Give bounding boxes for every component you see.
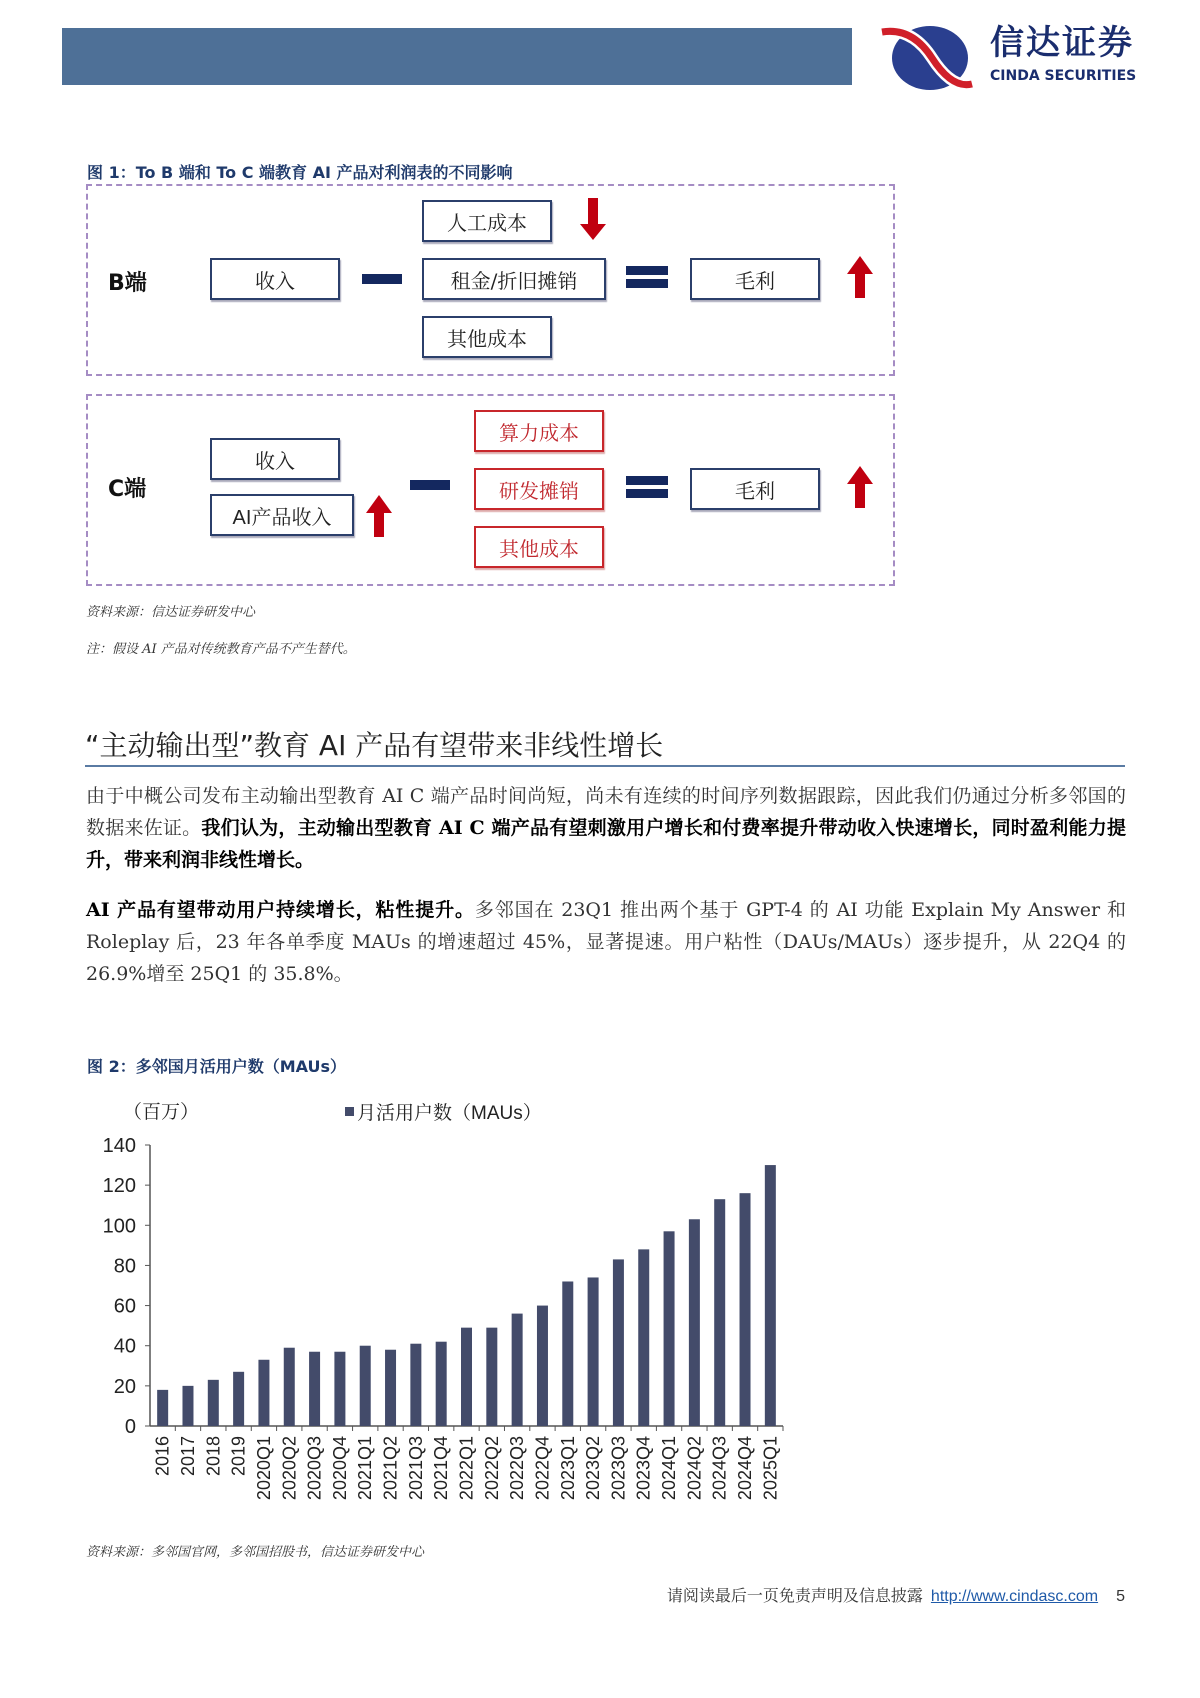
y-tick-label: 80 — [113, 1255, 136, 1278]
minus-sign — [410, 480, 450, 490]
x-tick-label: 2023Q1 — [557, 1436, 578, 1501]
x-tick-label: 2024Q3 — [709, 1436, 730, 1501]
bar — [258, 1360, 269, 1426]
bar — [562, 1281, 573, 1426]
x-tick-label: 2025Q1 — [760, 1436, 781, 1501]
para1-bold: 我们认为，主动输出型教育 AI C 端产品有望刺激用户增长和付费率提升带动收入快速增长，同时盈利能力提升，带来利润非线性增长。 — [86, 817, 1126, 871]
x-tick-label: 2024Q1 — [659, 1436, 680, 1501]
x-tick-label: 2021Q4 — [431, 1436, 452, 1501]
c-revenue-box: 收入 — [210, 438, 340, 480]
bar — [284, 1348, 295, 1426]
y-tick-label: 120 — [102, 1175, 136, 1198]
figure1-note: 注：假设 AI 产品对传统教育产品不产生替代。 — [86, 642, 356, 657]
c-side-label: C端 — [108, 477, 147, 502]
bar — [309, 1352, 320, 1426]
x-tick-label: 2021Q1 — [355, 1436, 376, 1501]
x-tick-label: 2020Q3 — [304, 1436, 325, 1501]
x-tick-label: 2023Q4 — [633, 1436, 654, 1501]
section-divider — [85, 765, 1125, 767]
arrow-up-icon — [847, 466, 873, 508]
bar — [613, 1259, 624, 1426]
c-profit-box: 毛利 — [690, 468, 820, 510]
y-tick-label: 40 — [113, 1335, 136, 1358]
equals-sign — [626, 266, 668, 288]
x-tick-label: 2022Q3 — [507, 1436, 528, 1501]
arrow-up-icon — [366, 495, 392, 537]
figure1-title: 图 1：To B 端和 To C 端教育 AI 产品对利润表的不同影响 — [87, 163, 513, 182]
para2-bold: AI 产品有望带动用户持续增长，粘性提升。 — [86, 899, 475, 921]
equals-sign — [626, 476, 668, 498]
website-link[interactable]: http://www.cindasc.com — [930, 1588, 1099, 1605]
b-profit-box: 毛利 — [690, 258, 820, 300]
c-ai-revenue-box: AI产品收入 — [210, 494, 354, 536]
bar — [512, 1314, 523, 1426]
arrow-up-icon — [847, 256, 873, 298]
page-number: 5 — [1116, 1588, 1125, 1605]
x-tick-label: 2019 — [228, 1436, 249, 1477]
legend-label: 月活用户数（MAUs） — [357, 1103, 542, 1124]
footer — [667, 1583, 1125, 1606]
footer-disclaimer: 请阅读最后一页免责声明及信息披露 — [666, 1586, 923, 1605]
bar — [233, 1372, 244, 1426]
bar — [334, 1352, 345, 1426]
b-revenue-box: 收入 — [210, 258, 340, 300]
x-tick-label: 2016 — [152, 1436, 173, 1477]
bar — [714, 1199, 725, 1426]
bar — [410, 1344, 421, 1426]
paragraph-1 — [86, 780, 1126, 876]
bar — [740, 1193, 751, 1426]
bar — [664, 1231, 675, 1426]
figure1-source: 资料来源：信达证券研发中心 — [86, 605, 256, 620]
bar — [638, 1249, 649, 1426]
para2-text: 多邻国在 23Q1 推出两个基于 GPT-4 的 AI 功能 Explain My Answer 和 Roleplay 后，23 年各单季度 MAUs 的增速超过 45%，显著提速。用户粘性（DAUs/MAUs）逐步提升，从 22Q4 的 26.9%增至 25Q1 的 35.8%。 — [86, 899, 1126, 985]
cinda-logo-icon — [872, 22, 982, 92]
b-cost-box: 其他成本 — [422, 316, 552, 358]
bar — [765, 1165, 776, 1426]
y-unit-label: （百万） — [123, 1102, 200, 1123]
bar — [208, 1380, 219, 1426]
para1-text: 由于中概公司发布主动输出型教育 AI C 端产品时间尚短，尚未有连续的时间序列数据跟踪，因此我们仍通过分析多邻国的数据来佐证。 — [86, 785, 1126, 839]
y-tick-label: 100 — [102, 1215, 136, 1238]
x-tick-label: 2021Q3 — [405, 1436, 426, 1501]
bar — [385, 1350, 396, 1426]
legend-swatch — [345, 1107, 354, 1116]
header-bar — [62, 28, 852, 85]
x-tick-label: 2024Q2 — [684, 1436, 705, 1501]
x-tick-label: 2022Q1 — [456, 1436, 477, 1501]
figure2-title: 图 2：多邻国月活用户数（MAUs） — [87, 1057, 347, 1076]
y-tick-label: 20 — [113, 1375, 136, 1398]
bar — [436, 1342, 447, 1426]
minus-sign — [362, 274, 402, 284]
x-tick-label: 2020Q2 — [279, 1436, 300, 1501]
arrow-down-icon — [580, 198, 606, 242]
bar — [486, 1328, 497, 1426]
bar — [689, 1219, 700, 1426]
c-cost-box: 其他成本 — [474, 526, 604, 568]
x-tick-label: 2024Q4 — [735, 1436, 756, 1501]
b-cost-box: 人工成本 — [422, 200, 552, 242]
bar — [182, 1386, 193, 1426]
figure2-source: 资料来源：多邻国官网，多邻国招股书，信达证券研发中心 — [86, 1545, 425, 1560]
x-tick-label: 2021Q2 — [380, 1436, 401, 1501]
y-tick-label: 0 — [124, 1416, 136, 1438]
bar — [461, 1328, 472, 1426]
x-tick-label: 2022Q2 — [481, 1436, 502, 1501]
x-tick-label: 2017 — [177, 1436, 198, 1477]
logo-text-cn: 信达证券 — [990, 23, 1134, 63]
c-cost-box: 算力成本 — [474, 410, 604, 452]
b-side-label: B端 — [108, 271, 147, 296]
section-heading: “主动输出型”教育 AI 产品有望带来非线性增长 — [85, 729, 664, 762]
y-tick-label: 60 — [113, 1295, 136, 1318]
mau-bar-chart — [0, 1080, 820, 1530]
y-tick-label: 140 — [102, 1135, 136, 1157]
x-tick-label: 2020Q1 — [253, 1436, 274, 1501]
bar — [360, 1346, 371, 1426]
bar — [588, 1277, 599, 1426]
logo-text-en: CINDA SECURITIES — [990, 68, 1137, 84]
x-tick-label: 2023Q2 — [583, 1436, 604, 1501]
x-tick-label: 2020Q4 — [329, 1436, 350, 1501]
c-cost-box: 研发摊销 — [474, 468, 604, 510]
x-tick-label: 2023Q3 — [608, 1436, 629, 1501]
b-cost-box: 租金/折旧摊销 — [422, 258, 606, 300]
paragraph-2 — [86, 894, 1126, 990]
x-tick-label: 2022Q4 — [532, 1436, 553, 1501]
bar — [537, 1306, 548, 1426]
bar — [157, 1390, 168, 1426]
x-tick-label: 2018 — [203, 1436, 224, 1477]
